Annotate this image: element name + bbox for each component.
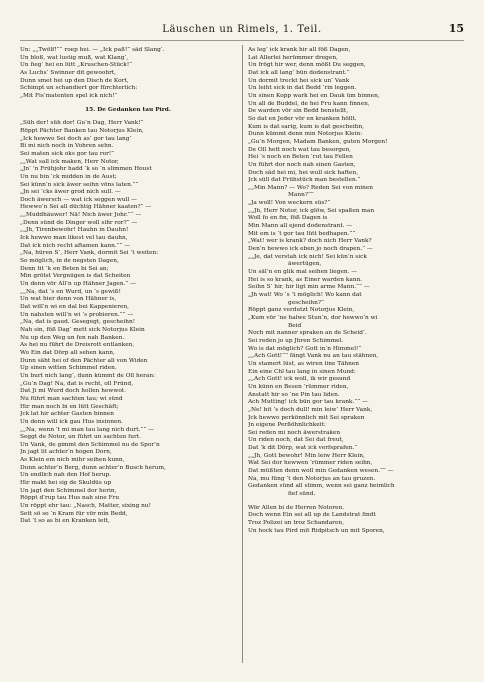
text-line: Ein eine Chl tau lang in sinen Mund: <box>248 368 356 375</box>
text-line: Un leiht sick in dat Bedd ‘rin leggen. <box>248 85 357 92</box>
text-line: Wo is dat möglich? Gott in‘n Himmel!“ <box>248 345 362 352</box>
text-line: „Jn sei ‘cks äwer grod nich sull. — <box>20 189 121 196</box>
text-line: Den‘n hewwo ick eben jo noch drapen.“ — <box>248 246 373 253</box>
text-line: Sei maten sick oks gor tau ror!“ <box>20 150 115 157</box>
text-line: „Ja woll! Von weckern süs?“ <box>248 200 331 207</box>
text-line: Dat ‘t so as bi en Kranken lett, <box>20 518 110 525</box>
text-line: Un riden noch, dat Sei dat freut, <box>248 437 344 444</box>
text-line: Wat Sei dor hewwen ‘rümmer riden seihn, <box>248 460 373 467</box>
text-line: Jck süll dat Frühstück man bestellen.“ <box>248 177 361 184</box>
text-line: „Ick hewwo Sei doch as‘ gor tau lang‘ <box>20 135 132 142</box>
text-line: fief sünd. <box>288 491 316 498</box>
text-line: äwertügen, <box>288 261 322 268</box>
page-number: 15 <box>448 22 464 35</box>
text-line: Hewwo‘n Sei all düchtig Hähner kaaten?“ — <box>20 204 152 211</box>
text-line: „„Na, wenn ‘t mi man tau lang nich durt.““ — <box>20 426 154 433</box>
text-line: Dat ick nich recht aftamen kann.““ — <box>20 242 131 249</box>
text-line: Un dormit treckt hei sick un‘ Vank <box>248 77 350 84</box>
text-line: Un fieg‘ hei en lütt „Kruschen-Stück!“ <box>20 62 133 69</box>
text-line: Un frögt hir wer, denn mößt Du seggen, <box>248 62 366 69</box>
text-line: „Kum vör ‘ne halwe Stun‘n, dor hewwo‘n wi <box>248 314 378 321</box>
text-line: Un hock tau Pird mit Ridpitsch un mit Sporen, <box>248 527 385 534</box>
text-line: As Klein em nich mihr seihen kunn, <box>20 457 125 464</box>
text-line: Wo Ein dat Dörp all sehen kann, <box>20 349 115 356</box>
text-line: „Süh der! süh dor! Gu‘n Dag, Herr Vank!“ <box>20 120 144 127</box>
text-line: Un führt dor noch nah sinen Gasten, <box>248 161 356 168</box>
text-line: Un stamert lüst, as wiren line Tähnen <box>248 360 360 367</box>
text-line: Sei reden mi noch äwerstraken <box>248 429 341 436</box>
text-line: Hei ‘s noch en Beten ‘rut tau Fellen <box>248 154 353 161</box>
text-line: Un: „„Twölf!““ roep hei. — „Ick paß!“ säd Slang‘. <box>20 47 165 53</box>
text-line: Hir makt hei sig de Skuldüs up <box>20 480 112 487</box>
text-line: Un nu bin ‘ck midden in de Aust; <box>20 173 117 180</box>
text-line: Dunn achter‘n Berg, dunn achter‘n Busch herum, <box>20 464 166 471</box>
text-line: Dunn säht hei of den Pächter all von Widen <box>20 357 148 364</box>
text-line: Denn tit ‘k en Beten bi Sei an; <box>20 265 109 272</box>
text-line: „Gu‘n Dag! Na, dat is recht, oll Fründ, <box>20 380 134 387</box>
text-line: „Ne! bit ‘s doch dull! min leiw‘ Herr Vank, <box>248 406 373 413</box>
right-column <box>248 47 464 661</box>
text-line: As leg‘ ick krank hir all föß Dagen, <box>248 47 351 53</box>
text-line: Gedanken sünd all slimm, wenn sei ganz heimlich <box>248 483 395 490</box>
text-line: Mit em is ‘t gor tau lütt bedhapen.““ <box>248 230 356 237</box>
text-line: „„Min Mann? — Wo? Reden Sei von minen <box>248 184 374 191</box>
text-line: So möglich, in de negsten Dagen, <box>20 258 119 265</box>
text-line: De warden vör sin Bedd henstellt, <box>248 108 349 115</box>
text-line: „Na, hüren S‘, Herr Vank, dormit Sei ‘t weiten: <box>20 250 159 257</box>
running-title: Läuschen un Rimels, 1. Teil. <box>162 24 322 35</box>
text-line: Un sinen Kopp wark hei en Dauk üm binnen, <box>248 92 380 99</box>
text-line: Sei reden jo up Jhren Schimmel. <box>248 337 344 344</box>
text-line: Sei künn‘n sick äwer seihn vöns laten.““ <box>20 181 139 188</box>
text-line: Un nahsten will‘n wi ‘s probieren.““ — <box>20 311 134 318</box>
text-line: „„Muddhäuwer! Nä! Nich äwer Johr.““ — <box>20 212 142 219</box>
text-line: Röppt d‘rup tau Hus nah sine Fru <box>20 495 120 502</box>
text-line: Sett sö so ‘n Kram für vör min Bedd, <box>20 510 128 517</box>
text-line: Schimpt un schandiert gor fürchterlich: <box>20 85 138 92</box>
text-line: „„Ach Gott! ick woll, ik wir gesund <box>248 376 351 383</box>
text-line: Hir man noch bi en lütt Geschäft; <box>20 403 119 410</box>
text-line: gescheihn?“ <box>288 299 324 306</box>
text-line: „Na, dat is gaud. Gesegegt, gescheihn! <box>20 319 136 326</box>
text-line: Un bloß, wat lustig muß, wat Klang‘, <box>20 54 129 61</box>
text-line: Un säl‘n en glik mal seihen liegen. — <box>248 269 358 276</box>
text-line: Dat ‘k dit Dörp, wat ick verfsprafen.“ <box>248 445 358 452</box>
text-line: Ach Mutting! ick bün gor tau krank.““ — <box>248 399 368 406</box>
text-line: Dat Ji mi Wurd doch hollen hewwot. <box>20 388 126 395</box>
text-line: Un endlich nah den Hof herup. <box>20 472 112 479</box>
text-line: Un künn en Besen ‘rümmer riden, <box>248 383 349 390</box>
text-line: Jn jagt lit achter‘n hogen Dorn, <box>20 449 112 456</box>
text-line: Troz Polizei un troz Schandaren, <box>248 520 344 527</box>
text-line: Mann?““ <box>288 192 314 199</box>
text-line: Min Mann all ejend dodenstrant. — <box>248 223 353 230</box>
text-line: Un wat hier denn von Hähner is, <box>20 296 117 303</box>
text-line: Un röppt ehr tau: „Nasch, Matter, sixing nu! <box>20 503 151 510</box>
text-line: Doch äwersch — wat ick seggen wull — <box>20 196 137 203</box>
text-line: Hei is so krank, as Einer warden kann. <box>248 276 363 283</box>
text-line: „Denn sünd de Dinger woll sihr ror?“ — <box>20 219 138 226</box>
text-line: Anstatt hir so ‘ne Pin tau liden. <box>248 391 340 398</box>
text-line: „Jh wat! Wo ‘s ‘t möglich! Wo kann dat <box>248 292 362 298</box>
text-line: Un Vank, de gimmt den Schimmel nu de Spor‘n <box>20 441 160 448</box>
text-line: Ick hewwo man likest vel tau dauhn, <box>20 235 128 242</box>
text-line: „Mit Fis‘matenten spel ick nich!“ <box>20 92 118 99</box>
text-line: Seihn S‘ hir, hir ligt min arme Mann.““ — <box>248 284 370 291</box>
text-line: „„Na, dat ‘s en Wurd, un ‘s gewiß! <box>20 288 121 295</box>
text-line: Woll fo en fin, föß Dagen is <box>248 215 328 222</box>
text-line: „„Jh, Gott bewohr! Min leiw Herr Klein, <box>248 452 365 459</box>
text-line: Doch wenn Ein sei all up de Landstrat findt <box>248 512 376 519</box>
text-line: Bi mi nich noch in Vohren sehn. <box>20 143 114 150</box>
text-line: Wör Allen bi de Herren Notoren. <box>248 504 345 511</box>
text-line: Nu führt man sachten tau; wi sünd <box>20 395 123 402</box>
text-line: Kum is dat sarig, kum is dat gescheihn, <box>248 123 365 130</box>
text-line: So dat en Jeder vör en kranken höllt. <box>248 115 357 122</box>
text-line: „„Wat sall ick maken, Herr Notor, <box>20 158 119 165</box>
text-line: Lat Allerlei herümmer dregen, <box>248 54 338 61</box>
text-line: As Luchs‘ Swinner dit gewoohrt, <box>20 69 117 76</box>
left-column <box>20 47 236 661</box>
text-line: Up sinen witten Schimmel riden. <box>20 365 117 372</box>
text-line: Na, mu füng ‘t den Notorjus an tau gruzen. <box>248 475 376 482</box>
text-line: „„Je, dat verstah ick nich! Sei kün‘n sick <box>248 253 367 260</box>
text-line: Röppt Pächter Banken tau Notorjus Klein, <box>20 127 144 134</box>
text-line: Nah sin, föß Dag‘ mett sick Notorjus Klein <box>20 326 145 333</box>
text-line: Nu up den Weg un fen nah Banken. <box>20 334 125 341</box>
text-line: As hei nu führt de Dreisrott entlanken, <box>20 342 135 349</box>
text-line: „„Jh, Tirenbewohr! Hauhn in Dauhn! <box>20 227 129 234</box>
text-line: Un burt nich lang‘, dunn kümmt de Oll heran: <box>20 372 156 379</box>
text-line: „„Ach Gott!““ fängt Vank nu an tau stähnen, <box>248 353 379 360</box>
text-columns <box>20 45 464 663</box>
text-line: Un all de Buddel, de hei Fru kann finnen, <box>248 100 370 107</box>
text-line: Jn eigene Perßöhnlichkeit: <box>248 422 326 429</box>
page-header <box>20 22 464 41</box>
text-line: Jck hewwo perkönnlich mit Sei spraken <box>248 414 365 421</box>
text-line: Jck lat hir achter Gasten binnen <box>20 411 115 418</box>
text-line: Min grötst Vergnügen is dat Scheiten <box>20 273 131 280</box>
text-line: Doch säd hei mi, hei wull sick haften, <box>248 169 359 176</box>
text-line: „„Jh, Herr Notor, ick glöw, Sei spaßen man <box>248 207 375 214</box>
text-line: Dat will‘n wi en dal bei Kappenieren, <box>20 304 130 310</box>
text-line: „Wat! wer is krank? doch nich Herr Vank? <box>248 238 372 245</box>
text-line: Dunn smet hei up den Disch de Kort, <box>20 77 129 84</box>
text-line: Seggt de Notor, un führt un sachten furt. <box>20 434 141 441</box>
text-line: Un jagt den Schimmel dor herin, <box>20 487 117 494</box>
text-line: 15. De Gedanken tau Pird. <box>85 106 171 113</box>
text-line: De Oll hett noch wat tau besorgen, <box>248 146 351 153</box>
text-line: Un denn will ick gau Hus insinnen. <box>20 418 123 425</box>
text-line: Röppt ganz verdutzt Notorjus Klein, <box>248 307 355 314</box>
text-line: Noch mit nanner spraken an de Scheid‘. <box>248 330 367 337</box>
column-divider <box>242 45 243 663</box>
text-line: Dunn kümmt denn min Notorjus Klein: <box>248 131 363 138</box>
text-line: Beid <box>288 322 302 329</box>
text-line: Dat ick all lang‘ bün dodenstrant.“ <box>248 69 350 76</box>
text-line: „Gu‘n Morgen, Madam Banken, guten Morgen! <box>248 138 388 145</box>
text-line: Un denn vör All‘n up Hähner Jagen.“ — <box>20 281 137 288</box>
text-line: „Jn‘ ’n Frühjohr hadd ‘k so ‘n slimmen Houst <box>20 166 152 173</box>
text-line: Dat müßten denn woll min Gedanken wesen.““ — <box>248 468 394 475</box>
